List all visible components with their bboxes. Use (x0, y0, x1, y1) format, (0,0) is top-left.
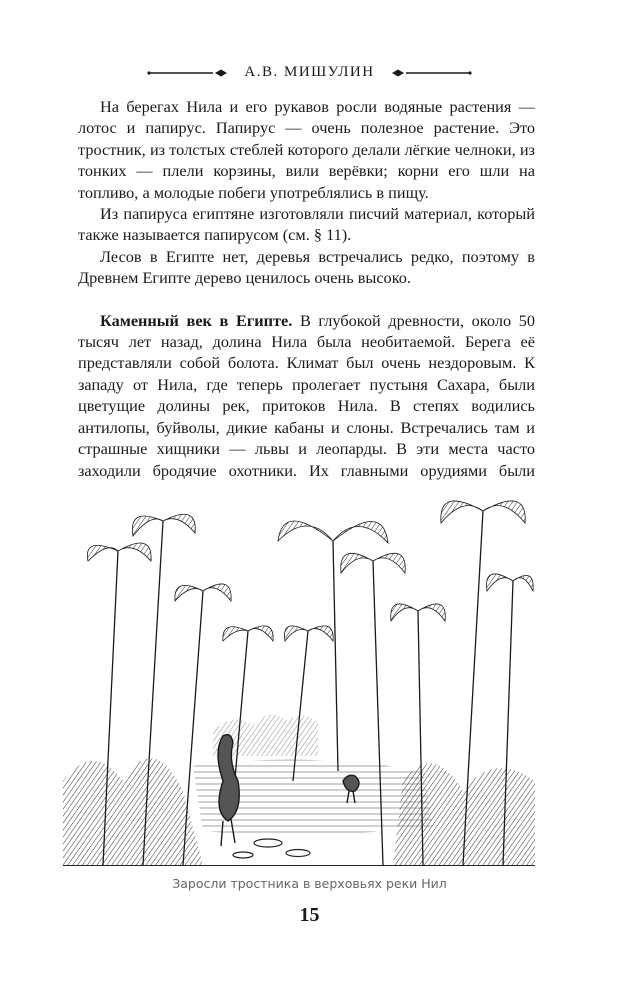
paragraph-stone-age (78, 310, 535, 503)
author-header: А.В. МИШУЛИН (244, 64, 375, 81)
right-ornament-icon (390, 68, 472, 78)
paragraph-papyrus: На берегах Нила и его рукавов росли водяные растения — лотос и папирус. Папирус — очень полезное растение. Это тростник, из толстых стеблей которого делали лёгкие челноки, из тонких — плели корзины, вили верёвки; корни его шли на топливо, а молодые побеги употреблялись в пищу. (78, 97, 535, 202)
paragraph-forests: Лесов в Египте нет, деревья встречались редко, поэтому в Древнем Египте дерево ценилось очень высоко. (78, 246, 535, 288)
running-head (0, 64, 619, 81)
paragraph-writing-material: Из папируса египтяне изготовляли писчий материал, который также называется папирусом (см. § 11). (78, 204, 535, 245)
left-ornament-icon (147, 68, 229, 78)
stone-age-text: В глубокой древности, около 50 тысяч лет назад, долина Нила была необитаемой. Берега её представляли собой болота. Климат был очень нездоровым. К западу от Нила, где теперь пролегает пустыня Сахара, были цветущие долины рек, притоков Нила. В степях водились антилопы, буйволы, дикие кабаны и слоны. Встречались там и страшные хищники — львы и леопарды. В эти места часто заходили бродячие охотники. Их главными орудиями были (78, 310, 535, 480)
section-title: Каменный век в Египте. (100, 310, 293, 330)
papyrus-thicket-illustration (63, 481, 535, 866)
body-text (78, 96, 535, 502)
engraving-image (63, 481, 535, 865)
figure-caption: Заросли тростника в верховьях реки Нил (172, 876, 447, 891)
page-number: 15 (299, 904, 320, 926)
